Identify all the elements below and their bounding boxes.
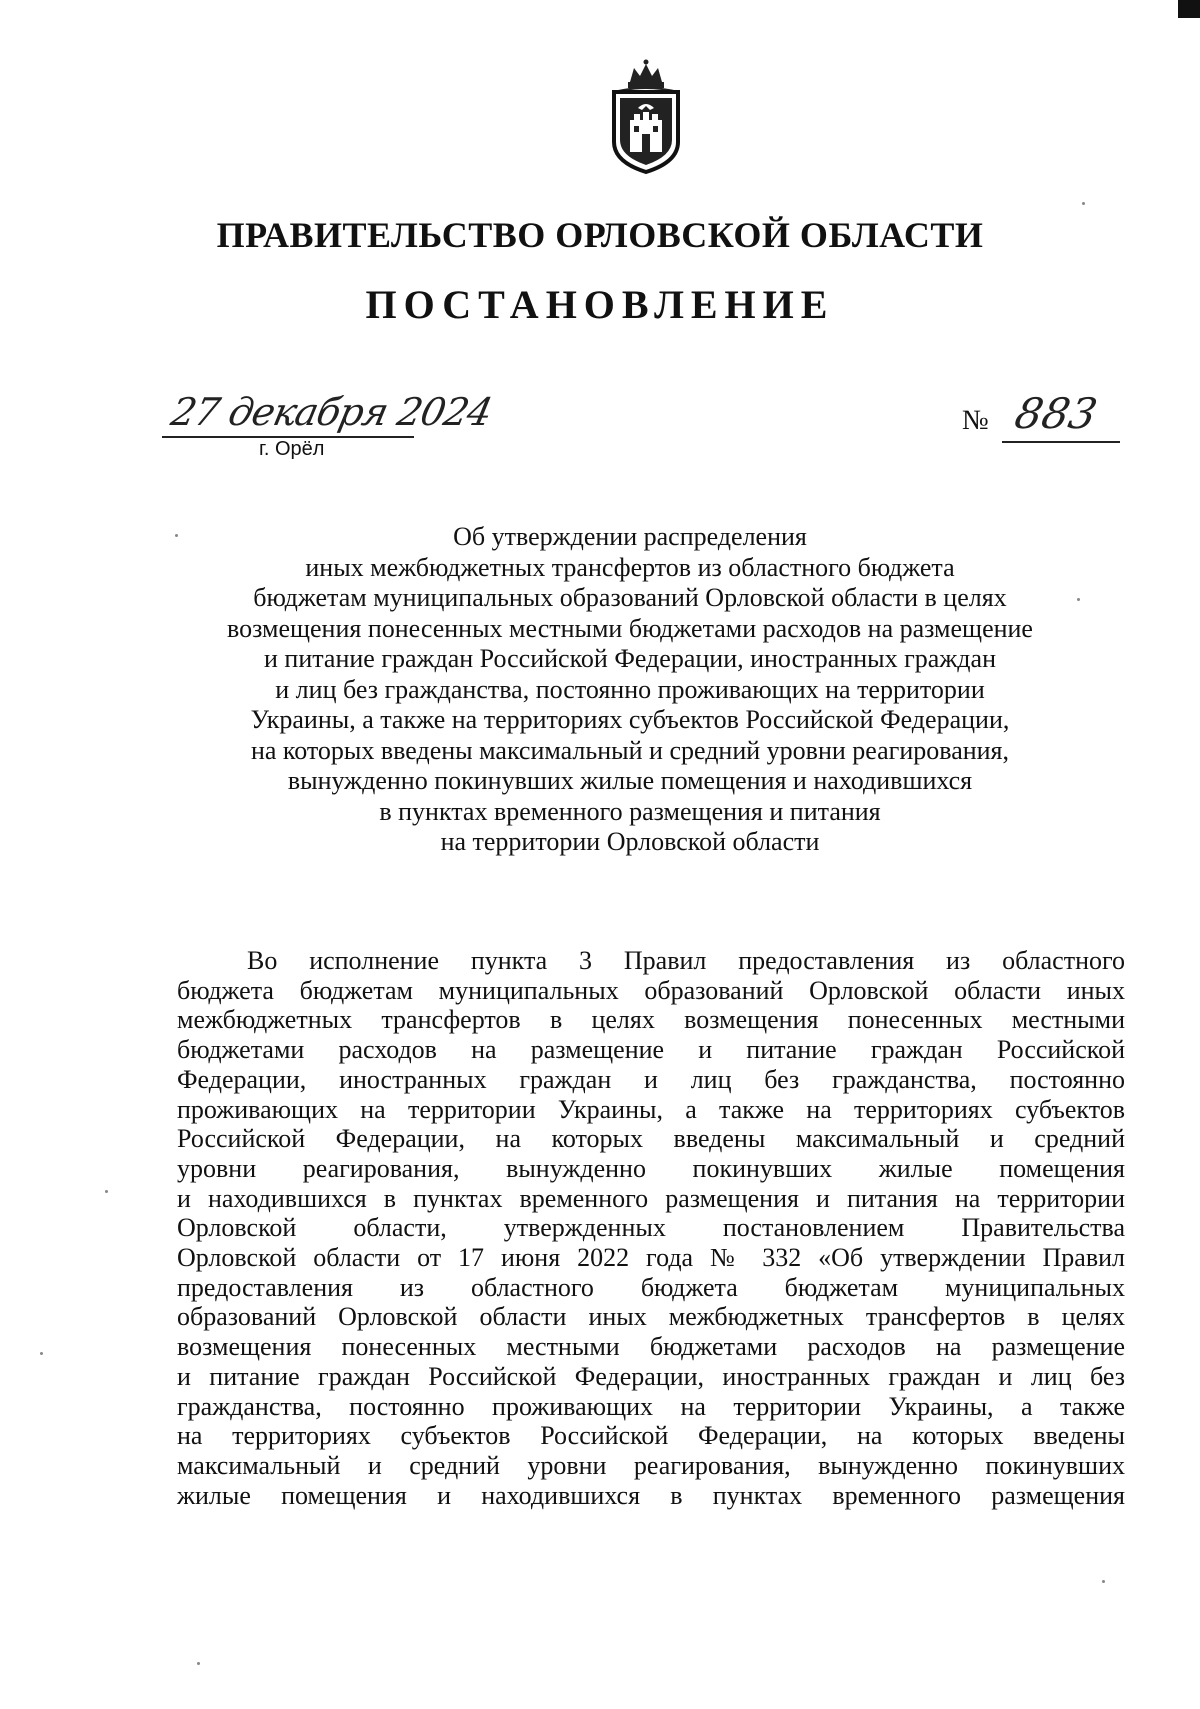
body-line: и питание граждан Российской Федерации, иностранных граждан и лиц без xyxy=(177,1361,1125,1391)
body-line: жилые помещения и находившихся в пунктах временного размещения xyxy=(177,1480,1125,1510)
subject-line: и лиц без гражданства, постоянно проживающих на территории xyxy=(275,674,985,704)
subject-line: вынужденно покинувших жилые помещения и находившихся xyxy=(287,766,973,795)
scan-speck xyxy=(197,1662,200,1665)
subject-line: в пунктах временного размещения и питания xyxy=(379,796,881,826)
body-line: Орловской области, утвержденных постановлением Правительства xyxy=(177,1213,1125,1243)
body-line: образований Орловской области иных межбюджетных трансфертов в целях xyxy=(177,1302,1125,1332)
scan-speck xyxy=(1077,598,1080,601)
subject-line: бюджетам муниципальных образований Орловской области в целях xyxy=(253,583,1007,612)
subject-line: возмещения понесенных местными бюджетами расходов на размещение xyxy=(227,613,1033,643)
body-line: возмещения понесенных местными бюджетами расходов на размещение xyxy=(177,1332,1125,1362)
body-paragraph xyxy=(177,946,1125,1510)
body-line: бюджетами расходов на размещение и питание граждан Российской xyxy=(177,1035,1125,1065)
scan-speck xyxy=(175,534,178,537)
number-label: № xyxy=(962,405,989,436)
number-underline xyxy=(1002,441,1120,443)
body-line: Федерации, иностранных граждан и лиц без гражданства, постоянно xyxy=(177,1064,1125,1094)
scan-speck xyxy=(40,1352,43,1355)
handwritten-number: 883 xyxy=(1010,389,1102,438)
subject-line: на которых введены максимальный и средний уровни реагирования, xyxy=(250,735,1010,765)
body-line: предоставления из областного бюджета бюджетам муниципальных xyxy=(177,1272,1125,1302)
body-line: Российской Федерации, на которых введены максимальный и средний xyxy=(177,1124,1125,1154)
date-block xyxy=(162,390,496,470)
document-type-title: ПОСТАНОВЛЕНИЕ xyxy=(365,282,835,327)
body-line: на территориях субъектов Российской Федерации, на которых введены xyxy=(177,1421,1125,1451)
body-line: и находившихся в пунктах временного размещения и питания на территории xyxy=(177,1183,1125,1213)
body-line: межбюджетных трансфертов в целях возмещения понесенных местными xyxy=(177,1005,1125,1035)
coat-of-arms-emblem xyxy=(600,58,692,176)
handwritten-date: 27 декабря 2024 xyxy=(167,390,496,434)
subject-line: Об утверждении распределения xyxy=(453,522,807,551)
body-line: максимальный и средний уровни реагирования, вынужденно покинувших xyxy=(177,1450,1125,1480)
subject-line: Украины, а также на территориях субъектов Российской Федерации, xyxy=(250,705,1010,734)
body-line: гражданства, постоянно проживающих на территории Украины, а также xyxy=(177,1391,1125,1421)
organization-name: ПРАВИТЕЛЬСТВО ОРЛОВСКОЙ ОБЛАСТИ xyxy=(216,215,984,255)
coat-of-arms-icon xyxy=(600,58,692,176)
document-subject xyxy=(170,522,1090,858)
scan-edge-mark xyxy=(1178,0,1200,18)
body-line: бюджета бюджетам муниципальных образований Орловской области иных xyxy=(177,975,1125,1005)
body-line: проживающих на территории Украины, а также на территориях субъектов xyxy=(177,1094,1125,1124)
subject-line: иных межбюджетных трансфертов из областного бюджета xyxy=(305,552,955,582)
scan-speck xyxy=(105,1190,108,1193)
body-line: Орловской области от 17 июня 2022 года № 332 «Об утверждении Правил xyxy=(177,1243,1125,1273)
body-line: Во исполнение пункта 3 Правил предоставления из областного xyxy=(247,946,1125,975)
scan-speck xyxy=(1102,1580,1105,1583)
body-line: уровни реагирования, вынужденно покинувших жилые помещения xyxy=(177,1153,1125,1183)
subject-line: на территории Орловской области xyxy=(440,827,820,856)
number-block xyxy=(962,389,1122,455)
scan-speck xyxy=(1082,202,1085,205)
city-label: г. Орёл xyxy=(259,438,325,460)
subject-line: и питание граждан Российской Федерации, иностранных граждан xyxy=(264,644,996,673)
